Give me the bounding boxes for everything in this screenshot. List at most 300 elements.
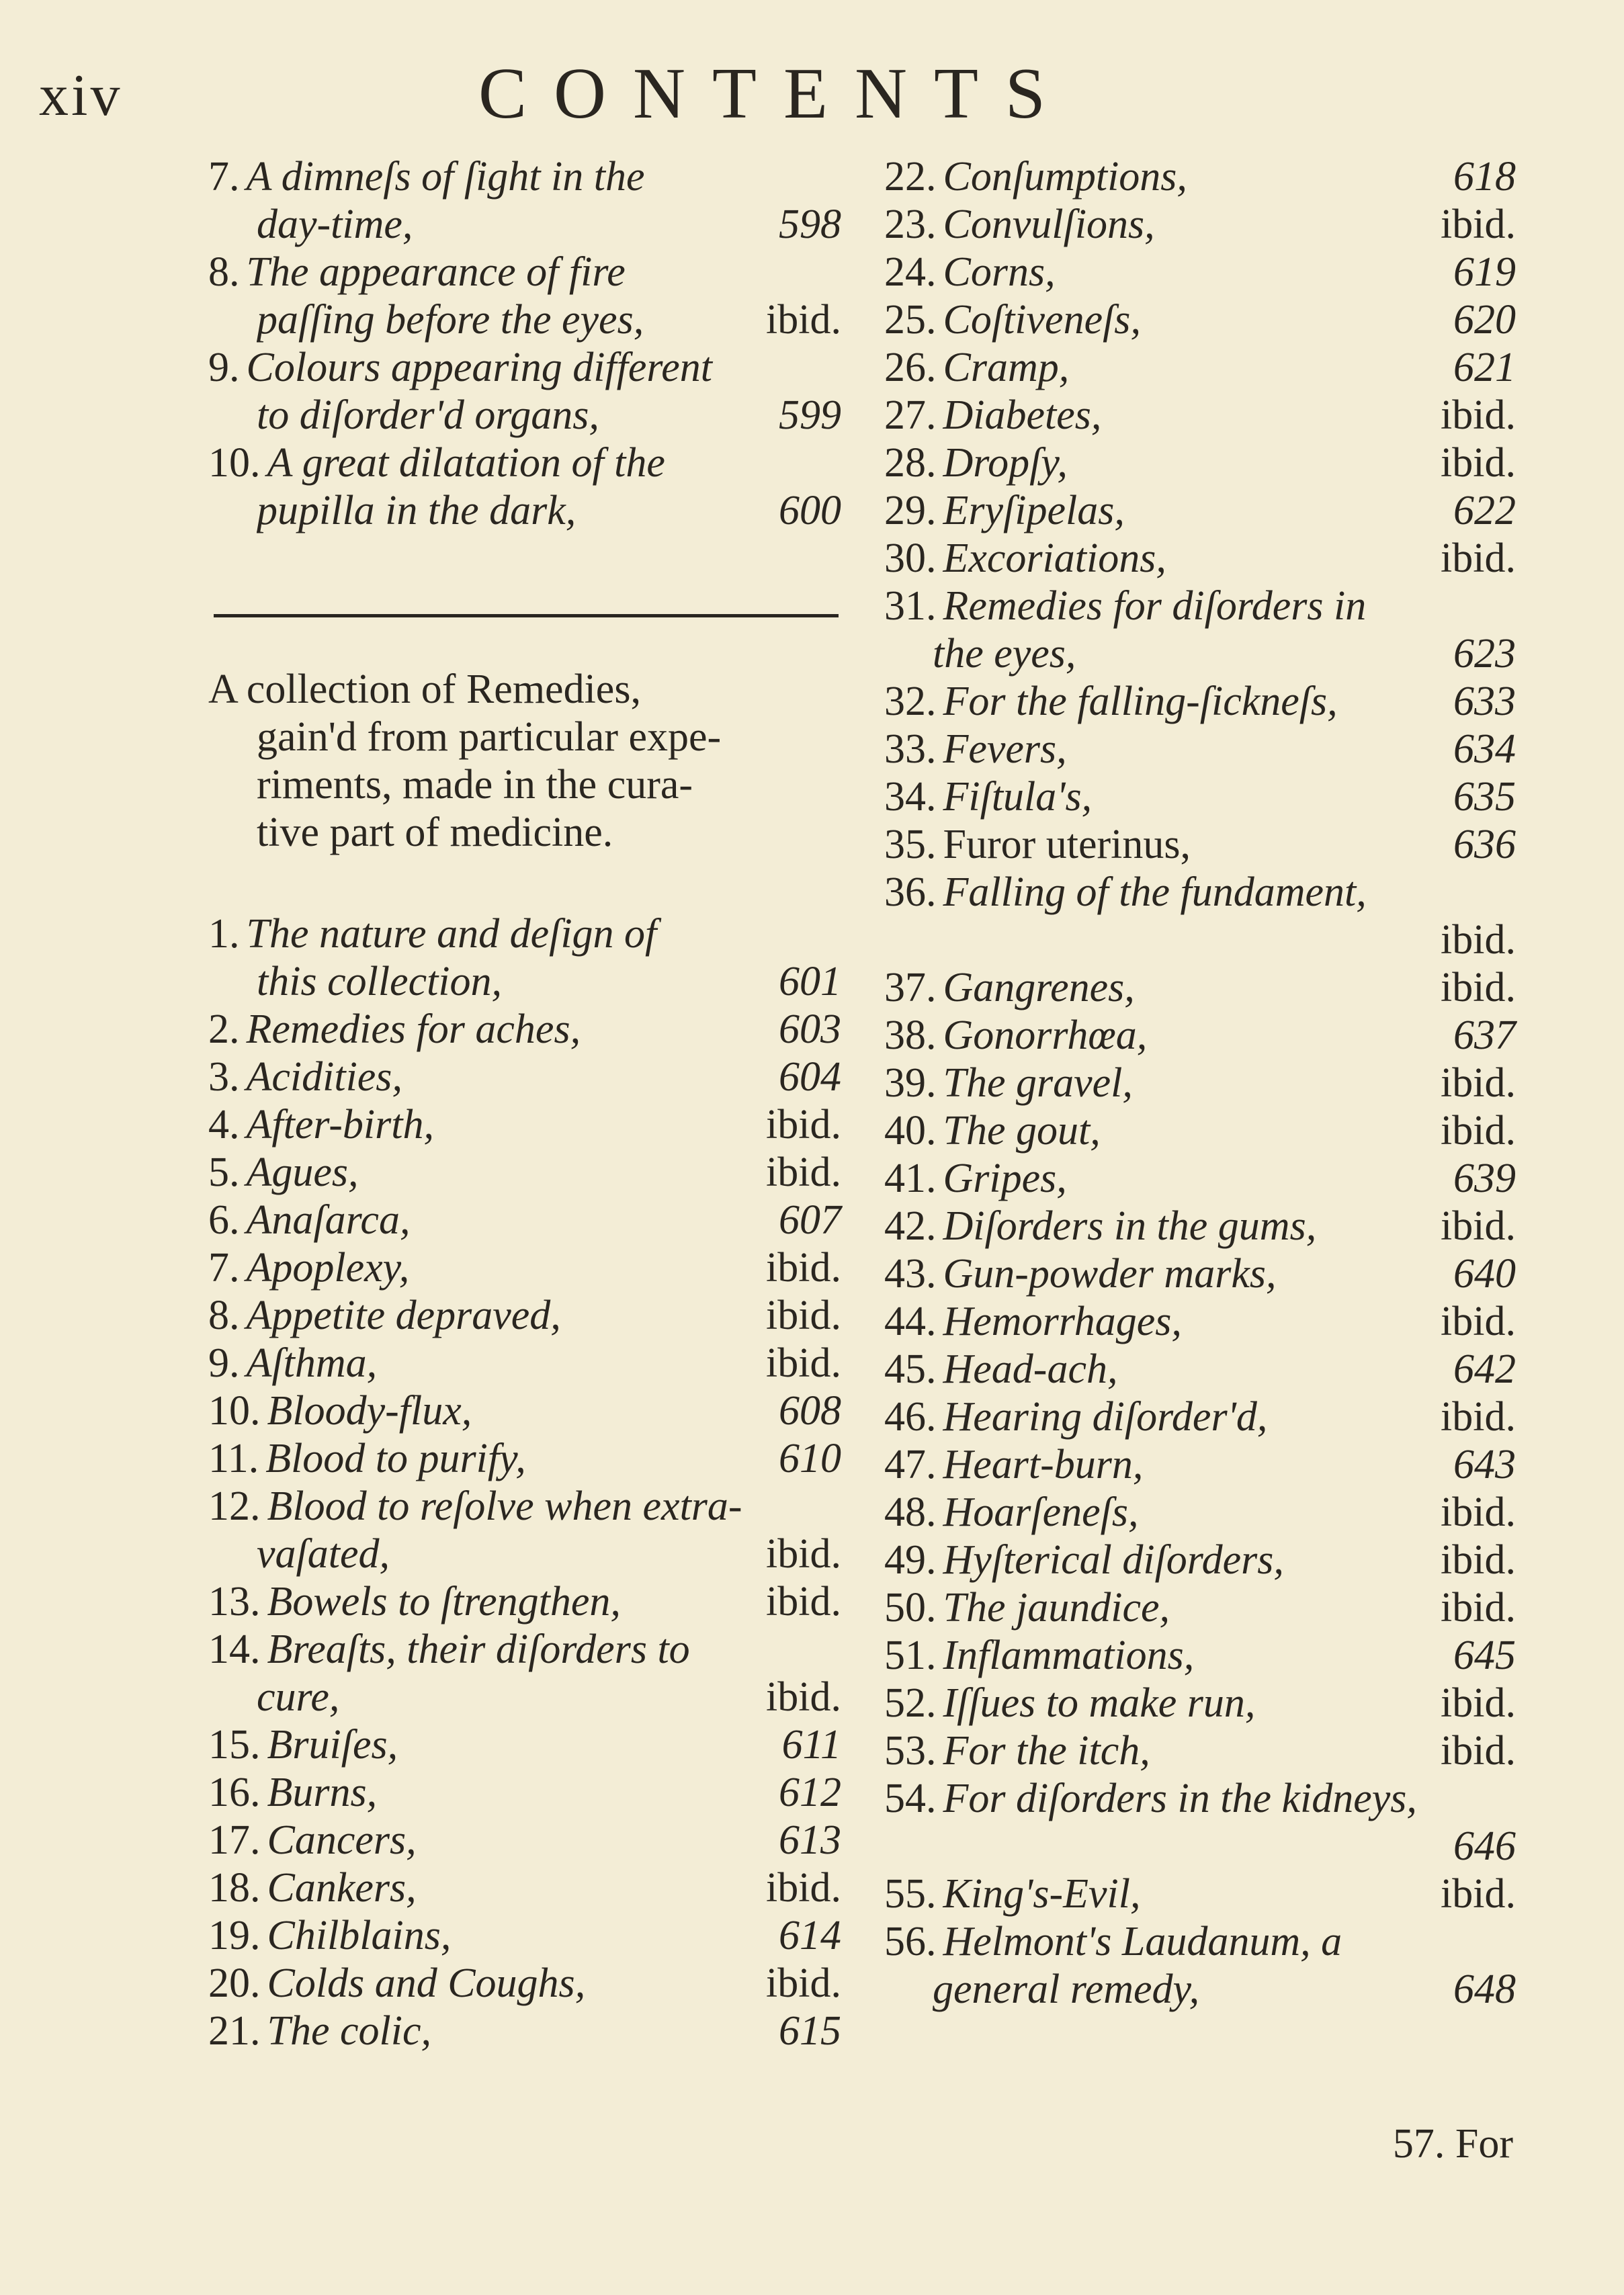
entry-page: 611	[781, 1722, 841, 1768]
toc-entry	[884, 1680, 1516, 1727]
entry-number: 35.	[884, 822, 937, 867]
entry-heading	[884, 1680, 1424, 1727]
entry-page: 623	[1453, 631, 1516, 677]
entry-page: ibid.	[1441, 535, 1516, 581]
entry-page: ibid.	[1441, 1108, 1516, 1154]
entry-text: Bowels to ſtrengthen,	[267, 1579, 621, 1625]
toc-entry	[884, 1107, 1516, 1155]
entry-line	[884, 1680, 1516, 1727]
entry-page: 637	[1453, 1012, 1516, 1058]
entry-line	[884, 773, 1516, 821]
entry-heading	[884, 1727, 1424, 1775]
entry-page: ibid.	[1441, 965, 1516, 1010]
entry-text: Fevers,	[943, 726, 1067, 772]
toc-entry	[884, 1059, 1516, 1107]
entry-page: 614	[779, 1913, 841, 1958]
entry-text: Gripes,	[943, 1156, 1067, 1201]
entry-text: The nature and deſign of	[246, 911, 657, 957]
entry-heading	[884, 1393, 1424, 1441]
toc-entry	[208, 1340, 841, 1387]
entry-page: ibid.	[766, 1865, 841, 1911]
entry-text: Remedies for diſorders in	[943, 583, 1367, 629]
entry-text: The colic,	[267, 2008, 431, 2054]
entry-heading	[208, 1006, 763, 1053]
catchword: 57. For	[1392, 2121, 1513, 2167]
toc-entry	[208, 1817, 841, 1864]
entry-heading	[208, 1101, 750, 1149]
entry-line	[884, 1250, 1516, 1298]
entry-page: ibid.	[766, 1674, 841, 1720]
entry-text: Colds and Coughs,	[267, 1960, 586, 2006]
entry-page: ibid.	[766, 1245, 841, 1291]
entry-text: Corns,	[943, 249, 1056, 295]
toc-entry	[208, 249, 841, 344]
page-folio: xiv	[39, 63, 123, 128]
toc-entry	[208, 1721, 841, 1769]
entry-heading	[208, 1149, 750, 1197]
entry-heading	[208, 1864, 750, 1912]
entry-heading	[933, 630, 1437, 678]
entry-number: 31.	[884, 583, 937, 629]
entry-line	[208, 439, 841, 487]
entry-text: Coſtiveneſs,	[943, 297, 1141, 343]
entry-heading	[208, 1817, 763, 1864]
entry-line	[884, 1107, 1516, 1155]
entry-line	[208, 296, 841, 344]
toc-entry	[208, 1912, 841, 1960]
entry-number: 46.	[884, 1394, 937, 1440]
entry-number: 13.	[208, 1579, 261, 1625]
left-top-list	[208, 153, 841, 535]
entry-line	[884, 1823, 1516, 1870]
toc-entry	[208, 153, 841, 249]
toc-entry	[884, 153, 1516, 201]
entry-line	[208, 1149, 841, 1197]
toc-entry	[884, 1298, 1516, 1346]
entry-line	[208, 344, 841, 392]
entry-line	[208, 1721, 841, 1769]
toc-entry	[884, 1489, 1516, 1536]
page-title: CONTENTS	[478, 54, 1072, 134]
entry-line	[208, 1483, 841, 1530]
entry-heading	[208, 1626, 841, 1674]
entry-number: 56.	[884, 1919, 937, 1964]
entry-page: ibid.	[1441, 1537, 1516, 1583]
entry-line	[884, 1393, 1516, 1441]
entry-line	[208, 1101, 841, 1149]
entry-text: Inflammations,	[943, 1633, 1195, 1678]
toc-entry	[884, 678, 1516, 726]
entry-page: 639	[1453, 1156, 1516, 1201]
entry-number: 20.	[208, 1960, 261, 2006]
entry-line	[208, 1387, 841, 1435]
collection-line: riments, made in the cura-	[257, 762, 693, 808]
entry-page: ibid.	[1441, 1871, 1516, 1917]
entry-text: Head-ach,	[943, 1346, 1118, 1392]
entry-number: 39.	[884, 1060, 937, 1106]
entry-text: For the itch,	[943, 1728, 1150, 1774]
entry-number: 10.	[208, 440, 261, 486]
entry-text: to diſorder'd organs,	[257, 392, 599, 438]
toc-entry	[208, 1626, 841, 1721]
entry-text: this collection,	[257, 959, 503, 1004]
entry-text: Colours appearing different	[246, 345, 712, 390]
entry-text: Bloody-flux,	[267, 1388, 472, 1434]
entry-text: Hemorrhages,	[943, 1299, 1182, 1344]
entry-text: The appearance of fire	[246, 249, 626, 295]
toc-entry	[884, 1250, 1516, 1298]
entry-number: 34.	[884, 774, 937, 820]
toc-entry	[208, 1483, 841, 1578]
collection-intro	[208, 666, 841, 857]
entry-text: The gout,	[943, 1108, 1101, 1154]
entry-text: A dimneſs of ſight in the	[246, 154, 645, 200]
entry-heading	[884, 1203, 1424, 1250]
entry-line	[208, 958, 841, 1006]
toc-entry	[884, 1155, 1516, 1203]
entry-heading	[257, 296, 750, 344]
entry-line	[208, 910, 841, 958]
entry-line	[208, 1912, 841, 1960]
entry-line	[208, 1197, 841, 1244]
section-rule	[214, 614, 839, 617]
entry-line	[884, 1441, 1516, 1489]
entry-heading	[208, 439, 841, 487]
entry-heading	[884, 344, 1437, 392]
toc-entry	[208, 1244, 841, 1292]
entry-heading	[884, 582, 1516, 630]
entry-number: 8.	[208, 1293, 240, 1338]
entry-number: 23.	[884, 202, 937, 247]
entry-line	[208, 1053, 841, 1101]
entry-heading	[208, 1912, 763, 1960]
entry-heading	[884, 535, 1424, 582]
entry-heading	[884, 1918, 1516, 1966]
entry-line	[884, 1966, 1516, 2013]
entry-heading	[884, 249, 1437, 296]
entry-heading	[884, 1059, 1424, 1107]
entry-text: Acidities,	[246, 1054, 402, 1100]
entry-page: ibid.	[1441, 1585, 1516, 1631]
toc-entry	[208, 1864, 841, 1912]
entry-number: 36.	[884, 869, 937, 915]
entry-number: 27.	[884, 392, 937, 438]
entry-number: 52.	[884, 1680, 937, 1726]
entry-heading	[257, 958, 763, 1006]
entry-page: 608	[779, 1388, 841, 1434]
toc-entry	[884, 1441, 1516, 1489]
entry-text: paſſing before the eyes,	[257, 297, 644, 343]
entry-heading	[208, 1053, 763, 1101]
entry-number: 4.	[208, 1102, 240, 1148]
entry-text: Gangrenes,	[943, 965, 1135, 1010]
entry-text: Helmont's Laudanum, a	[943, 1919, 1342, 1964]
entry-page: ibid.	[1441, 1299, 1516, 1344]
entry-line	[884, 1059, 1516, 1107]
entry-line	[208, 1960, 841, 2007]
toc-entry	[208, 1149, 841, 1197]
entry-line	[884, 296, 1516, 344]
entry-line	[884, 1155, 1516, 1203]
entry-heading	[257, 201, 763, 249]
entry-line	[884, 487, 1516, 535]
entry-line	[208, 487, 841, 535]
entry-page: 635	[1453, 774, 1516, 820]
entry-page: ibid.	[766, 1960, 841, 2006]
entry-number: 40.	[884, 1108, 937, 1154]
entry-number: 14.	[208, 1627, 261, 1672]
entry-line	[208, 392, 841, 439]
entry-page: ibid.	[1441, 1203, 1516, 1249]
entry-number: 15.	[208, 1722, 261, 1768]
entry-page: 622	[1453, 488, 1516, 533]
entry-line	[208, 1817, 841, 1864]
entry-page: 645	[1453, 1633, 1516, 1678]
entry-heading	[208, 2007, 763, 2055]
toc-entry	[208, 1435, 841, 1483]
toc-entry	[884, 249, 1516, 296]
entry-heading	[208, 153, 841, 201]
entry-heading	[208, 1387, 763, 1435]
entry-text: day-time,	[257, 202, 413, 247]
entry-text: Blood to reſolve when extra-	[267, 1483, 742, 1529]
toc-entry	[208, 1053, 841, 1101]
entry-number: 41.	[884, 1156, 937, 1201]
entry-text: Diabetes,	[943, 392, 1102, 438]
entry-heading	[884, 201, 1424, 249]
toc-entry	[884, 1203, 1516, 1250]
entry-line	[884, 964, 1516, 1012]
entry-number: 22.	[884, 154, 937, 200]
entry-line	[884, 869, 1516, 916]
entry-text: Apoplexy,	[246, 1245, 410, 1291]
entry-heading	[208, 1721, 766, 1769]
entry-line	[884, 678, 1516, 726]
entry-number: 38.	[884, 1012, 937, 1058]
entry-text: Hoarſeneſs,	[943, 1489, 1139, 1535]
entry-text: Furor uterinus,	[943, 822, 1191, 867]
toc-entry	[208, 1578, 841, 1626]
entry-line	[884, 1489, 1516, 1536]
entry-number: 6.	[208, 1197, 240, 1243]
entry-page: 612	[779, 1770, 841, 1815]
entry-text: Iſſues to make run,	[943, 1680, 1256, 1726]
entry-text: Aſthma,	[246, 1340, 378, 1386]
entry-number: 49.	[884, 1537, 937, 1583]
entry-line	[208, 1769, 841, 1817]
entry-heading	[257, 487, 763, 535]
entry-text: Agues,	[246, 1150, 359, 1195]
entry-heading	[208, 1769, 763, 1817]
entry-page: 598	[779, 202, 841, 247]
entry-text: Gonorrhœa,	[943, 1012, 1148, 1058]
entry-text: Excoriations,	[943, 535, 1166, 581]
entry-text: Breaſts, their diſorders to	[267, 1627, 690, 1672]
toc-entry	[208, 1197, 841, 1244]
entry-line	[884, 1298, 1516, 1346]
entry-line	[208, 1674, 841, 1721]
right-column	[884, 153, 1516, 2013]
toc-entry	[208, 1960, 841, 2007]
collection-line: gain'd from particular expe-	[257, 714, 722, 760]
entry-text: the eyes,	[933, 631, 1076, 677]
entry-number: 28.	[884, 440, 937, 486]
entry-text: Cramp,	[943, 345, 1070, 390]
toc-entry	[208, 1101, 841, 1149]
collection-line: A collection of Remedies,	[208, 666, 641, 712]
toc-entry	[884, 1727, 1516, 1775]
entry-text: For diſorders in the kidneys,	[943, 1776, 1417, 1821]
entry-text: Remedies for aches,	[246, 1006, 581, 1052]
entry-text: Chilblains,	[267, 1913, 452, 1958]
entry-heading	[208, 1197, 763, 1244]
toc-entry	[884, 392, 1516, 439]
entry-number: 51.	[884, 1633, 937, 1678]
entry-line	[208, 1292, 841, 1340]
entry-number: 24.	[884, 249, 937, 295]
entry-number: 9.	[208, 345, 240, 390]
toc-entry	[884, 201, 1516, 249]
entry-line	[884, 916, 1516, 964]
entry-heading	[208, 1960, 750, 2007]
entry-page: 621	[1453, 345, 1516, 390]
entry-page: 613	[779, 1817, 841, 1863]
entry-text: After-birth,	[246, 1102, 434, 1148]
entry-heading	[884, 1012, 1437, 1059]
entry-heading	[884, 487, 1437, 535]
entry-number: 37.	[884, 965, 937, 1010]
entry-number: 45.	[884, 1346, 937, 1392]
entry-page: 648	[1453, 1966, 1516, 2012]
entry-page: ibid.	[766, 297, 841, 343]
entry-page: ibid.	[1441, 1680, 1516, 1726]
toc-entry	[884, 1632, 1516, 1680]
entry-heading	[884, 773, 1437, 821]
entry-line	[884, 1918, 1516, 1966]
entry-number: 16.	[208, 1770, 261, 1815]
entry-heading	[884, 1775, 1516, 1823]
entry-page: ibid.	[766, 1102, 841, 1148]
toc-entry	[884, 964, 1516, 1012]
toc-entry	[208, 1769, 841, 1817]
entry-page: ibid.	[766, 1531, 841, 1577]
entry-number: 7.	[208, 1245, 240, 1291]
entry-heading	[257, 392, 763, 439]
entry-number: 29.	[884, 488, 937, 533]
entry-number: 33.	[884, 726, 937, 772]
entry-line	[884, 821, 1516, 869]
entry-text: For the falling-ſickneſs,	[943, 679, 1338, 724]
entry-page: 618	[1453, 154, 1516, 200]
toc-entry	[208, 2007, 841, 2055]
toc-entry	[884, 1393, 1516, 1441]
entry-text: Burns,	[267, 1770, 378, 1815]
entry-line	[208, 1530, 841, 1578]
entry-number: 10.	[208, 1388, 261, 1434]
entry-text: Diſorders in the gums,	[943, 1203, 1317, 1249]
entry-line	[884, 1775, 1516, 1823]
entry-page: 607	[779, 1197, 841, 1243]
entry-heading	[884, 1870, 1424, 1918]
entry-number: 30.	[884, 535, 937, 581]
toc-entry	[208, 1387, 841, 1435]
entry-heading	[884, 1489, 1424, 1536]
entry-heading	[884, 821, 1437, 869]
entry-number: 12.	[208, 1483, 261, 1529]
entry-page: 615	[779, 2008, 841, 2054]
entry-page: 620	[1453, 297, 1516, 343]
toc-entry	[884, 344, 1516, 392]
entry-text: Convulſions,	[943, 202, 1155, 247]
toc-entry	[884, 1012, 1516, 1059]
entry-line	[208, 2007, 841, 2055]
entry-heading	[257, 1674, 750, 1721]
entry-page: ibid.	[1441, 1728, 1516, 1774]
entry-line	[884, 439, 1516, 487]
entry-heading	[884, 1632, 1437, 1680]
entry-line	[884, 1536, 1516, 1584]
entry-text: Eryſipelas,	[943, 488, 1125, 533]
entry-text: Falling of the fundament,	[943, 869, 1367, 915]
entry-number: 21.	[208, 2008, 261, 2054]
toc-entry	[208, 344, 841, 439]
entry-number: 25.	[884, 297, 937, 343]
toc-entry	[884, 582, 1516, 678]
entry-page: 643	[1453, 1442, 1516, 1487]
entry-line	[208, 1864, 841, 1912]
entry-line	[208, 1244, 841, 1292]
entry-number: 50.	[884, 1585, 937, 1631]
entry-text: cure,	[257, 1674, 340, 1720]
entry-line	[884, 1727, 1516, 1775]
entry-number: 9.	[208, 1340, 240, 1386]
entry-heading	[208, 1578, 750, 1626]
entry-number: 54.	[884, 1776, 937, 1821]
toc-entry	[884, 1346, 1516, 1393]
entry-page: 636	[1453, 822, 1516, 867]
entry-heading	[884, 1107, 1424, 1155]
toc-entry	[884, 1918, 1516, 2013]
entry-text: Gun-powder marks,	[943, 1251, 1277, 1297]
entry-heading	[884, 678, 1437, 726]
entry-page: 633	[1453, 679, 1516, 724]
entry-number: 43.	[884, 1251, 937, 1297]
entry-heading	[208, 249, 841, 296]
entry-text: Dropſy,	[943, 440, 1068, 486]
entry-page: 599	[779, 392, 841, 438]
toc-entry	[884, 1775, 1516, 1870]
toc-entry	[884, 1870, 1516, 1918]
entry-line	[884, 344, 1516, 392]
entry-heading	[257, 1530, 750, 1578]
entry-page: 610	[779, 1436, 841, 1481]
entry-text: A great dilatation of the	[267, 440, 665, 486]
entry-heading	[884, 964, 1424, 1012]
entry-heading	[208, 1292, 750, 1340]
toc-entry	[884, 821, 1516, 869]
entry-text: Appetite depraved,	[246, 1293, 561, 1338]
entry-text: Anaſarca,	[246, 1197, 411, 1243]
toc-entry	[884, 487, 1516, 535]
entry-page: 640	[1453, 1251, 1516, 1297]
entry-page: ibid.	[1441, 1394, 1516, 1440]
toc-entry	[208, 1292, 841, 1340]
remedies-list-right	[884, 153, 1516, 2013]
entry-number: 42.	[884, 1203, 937, 1249]
entry-line	[208, 1578, 841, 1626]
entry-heading	[884, 1346, 1437, 1393]
toc-entry	[884, 439, 1516, 487]
